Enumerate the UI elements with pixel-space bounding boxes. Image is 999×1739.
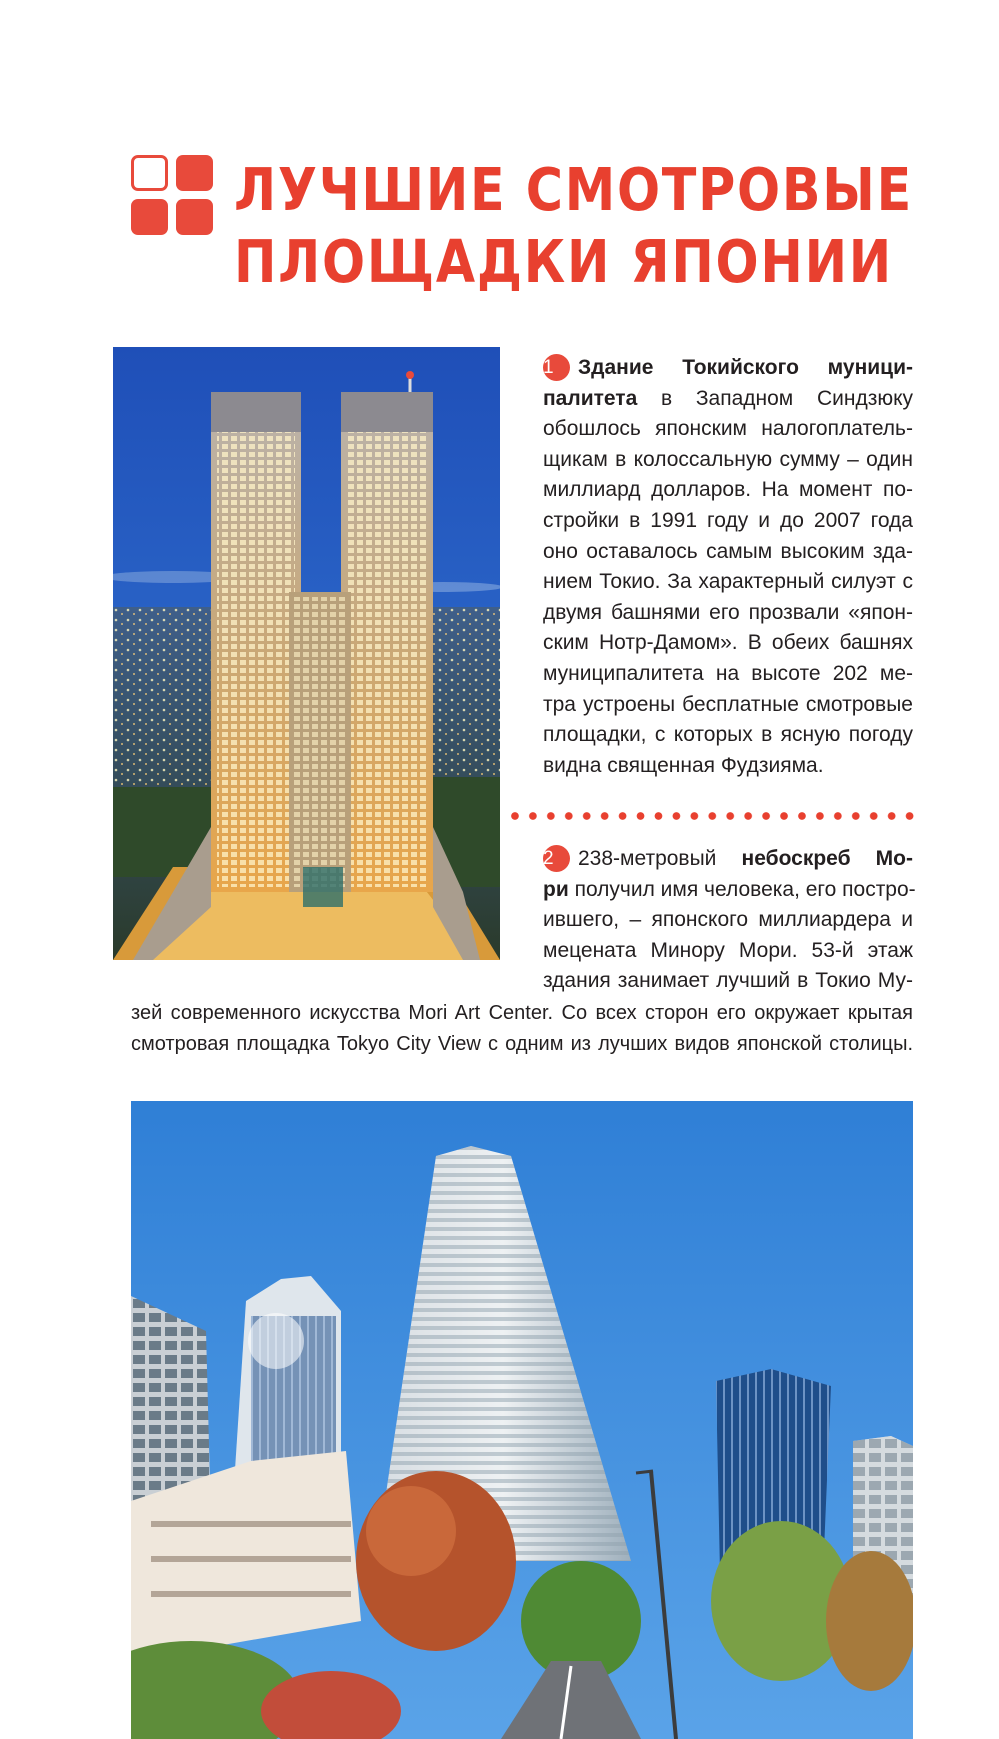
item-1-line: ским Нотр-Дамом». В обеих башнях xyxy=(543,631,913,655)
item-1-line: обошлось японским налогоплатель- xyxy=(543,417,913,441)
item-2-line: мецената Минору Мори. 53-й этаж xyxy=(543,938,913,962)
item-number-badge: 2 xyxy=(543,845,570,872)
item-2-line: зей современного искусства Mori Art Center. Со всех сторон его окружает крытая xyxy=(131,1002,913,1024)
four-squares-icon xyxy=(131,155,213,235)
mori-tower-roppongi-photo xyxy=(131,1101,913,1739)
item-number-badge: 1 xyxy=(543,354,570,381)
item-2-text-part: получил имя человека, его постро- xyxy=(568,877,916,901)
item-1-line: нием Токио. За характерный силуэт с xyxy=(543,570,913,594)
title-line-1: ЛУЧШИЕ СМОТРОВЫЕ xyxy=(234,155,913,224)
item-1-line: щикам в колоссальную сумму – один xyxy=(543,447,913,471)
item-2-text-continued xyxy=(131,998,913,1059)
item-1-line: двумя башнями его прозвали «япон- xyxy=(543,600,913,624)
item-2-heading: небоскреб Мо- xyxy=(741,847,913,870)
item-1-line: тра устроены бесплатные смотровые xyxy=(543,692,913,716)
item-1-line: стройки в 1991 году и до 2007 года xyxy=(543,508,913,532)
item-1-line: миллиард долларов. На момент по- xyxy=(543,478,913,502)
item-1-line: видна священная Фудзияма. xyxy=(543,753,824,777)
item-1-line: оно оставалось самым высоким зда- xyxy=(543,539,913,563)
item-1-heading-end: палитета xyxy=(543,386,638,410)
item-2-line xyxy=(543,844,913,875)
page-title xyxy=(234,154,913,298)
item-2-heading-end: ри xyxy=(543,877,569,901)
item-1-text xyxy=(543,353,913,781)
tokyo-metropolitan-government-building-photo xyxy=(113,347,500,960)
item-2-line: смотровая площадка Tokyo City View с одним из лучших видов японской столицы. xyxy=(131,1032,913,1055)
item-1-line: муниципалитета на высоте 202 ме- xyxy=(543,661,913,685)
dotted-divider xyxy=(506,812,914,820)
title-line-2: ПЛОЩАДКИ ЯПОНИИ xyxy=(234,227,893,296)
item-1-line xyxy=(543,384,913,415)
item-2-text-part: 238-метровый xyxy=(578,847,742,870)
item-1-text-part: в Западном Синдзюку xyxy=(637,386,913,410)
item-1-line: площадки, с которых в ясную погоду xyxy=(543,723,913,747)
item-2-line: здания занимает лучший в Токио Му- xyxy=(543,969,913,993)
item-2-line xyxy=(543,875,916,906)
item-2-line: ившего, – японского миллиардера и xyxy=(543,908,913,932)
item-1-line xyxy=(543,353,913,384)
item-1-heading: Здание Токийского муници- xyxy=(578,356,913,379)
item-2-text xyxy=(543,844,916,997)
